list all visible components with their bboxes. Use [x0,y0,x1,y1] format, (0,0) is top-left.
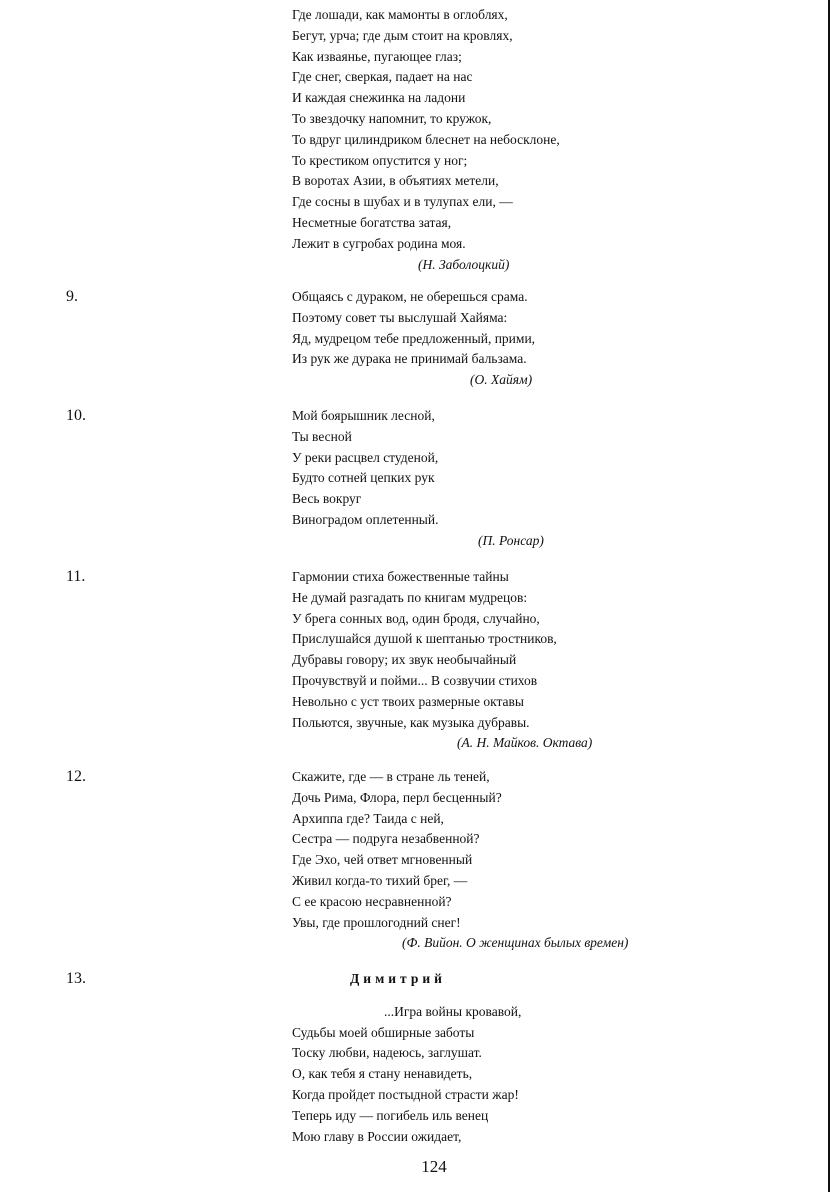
poem-line: Прислушайся душой к шептанью тростников, [292,631,557,647]
poem-line: У реки расцвел студеной, [292,449,439,465]
attribution: (П. Ронсар) [478,532,544,548]
item-number: 13. [66,970,86,987]
poem-line: Не думай разгадать по книгам мудрецов: [292,589,528,605]
poem-line: Виноградом оплетенный. [292,511,439,527]
poem-line: С ее красою несравненной? [292,893,452,909]
poem-title: Димитрий [350,971,446,986]
attribution: (Ф. Вийон. О женщинах былых времен) [402,935,629,951]
poem-line: Дочь Рима, Флора, перл бесценный? [292,789,502,805]
poem-lines [292,969,521,1147]
poem-lines [292,567,593,754]
poem-line: Общаясь с дураком, не оберешься срама. [292,289,528,304]
poem-line: Где лошади, как мамонты в оглоблях, [292,7,508,22]
attribution: (Н. Заболоцкий) [418,256,510,272]
attribution: (О. Хайям) [470,372,533,388]
poem-line: Будто сотней цепких рук [292,470,435,486]
poem-line: Поэтому совет ты выслушай Хайяма: [292,309,508,325]
poem-line: Прочувствуй и пойми... В созвучии стихов [292,672,538,688]
poem-line: Живил когда-то тихий брег, — [292,872,468,888]
poem-line: И каждая снежинка на ладони [292,90,466,106]
poem-line: Как изваянье, пугающее глаз; [292,48,462,64]
poem-line: То звездочку напомнит, то кружок, [292,110,492,126]
poem-line: Теперь иду — погибель иль венец [292,1107,489,1123]
item-number: 9. [66,288,78,305]
poem-line: Сестра — подруга незабвенной? [292,831,480,847]
poem-line: Невольно с уст твоих размерные октавы [292,693,524,709]
poem-line: Тоску любви, надеюсь, заглушат. [292,1045,482,1061]
poem-line: У брега сонных вод, один бродя, случайно, [292,610,540,626]
poem-line: Где Эхо, чей ответ мгновенный [292,852,473,868]
item-number: 12. [66,768,86,785]
poem-line: Архиппа где? Таида с ней, [292,810,444,826]
poem-line: Мою главу в России ожидает, [292,1128,462,1144]
poem-line: Бегут, урча; где дым стоит на кровлях, [292,27,513,43]
poem-line: ...Игра войны кровавой, [384,1003,522,1019]
poem-line: То крестиком опустится у ног; [292,152,468,168]
page-number: 124 [421,1157,447,1176]
poem-line: Судьбы моей обширные заботы [292,1024,475,1040]
item-number: 11. [66,568,86,585]
poem-line: Несметные богатства затая, [292,214,452,230]
poem-line: Из рук же дурака не принимай бальзама. [292,351,527,367]
poem-lines [292,406,544,552]
poem-line: То вдруг цилиндриком блеснет на небосклоне, [292,131,560,147]
poem-line: О, как тебя я стану ненавидеть, [292,1066,473,1082]
poem-lines [292,287,535,391]
poem-line: Ты весной [292,428,352,444]
poem-line: Мой боярышник лесной, [292,408,435,423]
poem-line: Где снег, сверкая, падает на нас [292,69,473,85]
page-edge-line [828,0,830,1192]
poem-line: Яд, мудрецом тебе предложенный, прими, [292,330,536,346]
poem-line: Скажите, где — в стране ль теней, [292,769,490,784]
poem-line: В воротах Азии, в объятиях метели, [292,173,499,189]
attribution: (А. Н. Майков. Октава) [457,735,593,751]
poem-line: Польются, звучные, как музыка дубравы. [292,714,530,730]
poem-line: Где сосны в шубах и в тулупах ели, — [292,194,513,210]
poem-line: Гармонии стиха божественные тайны [292,569,509,584]
poem-line: Лежит в сугробах родина моя. [292,235,466,251]
poem-lines [292,5,560,275]
poem-line: Когда пройдет постыдной страсти жар! [292,1086,519,1102]
poem-line: Дубравы говору; их звук необычайный [292,652,517,668]
item-number: 10. [66,407,86,424]
poem-lines [292,767,629,954]
poem-line: Увы, где прошлогодний снег! [292,914,461,930]
poem-line: Весь вокруг [292,491,362,507]
